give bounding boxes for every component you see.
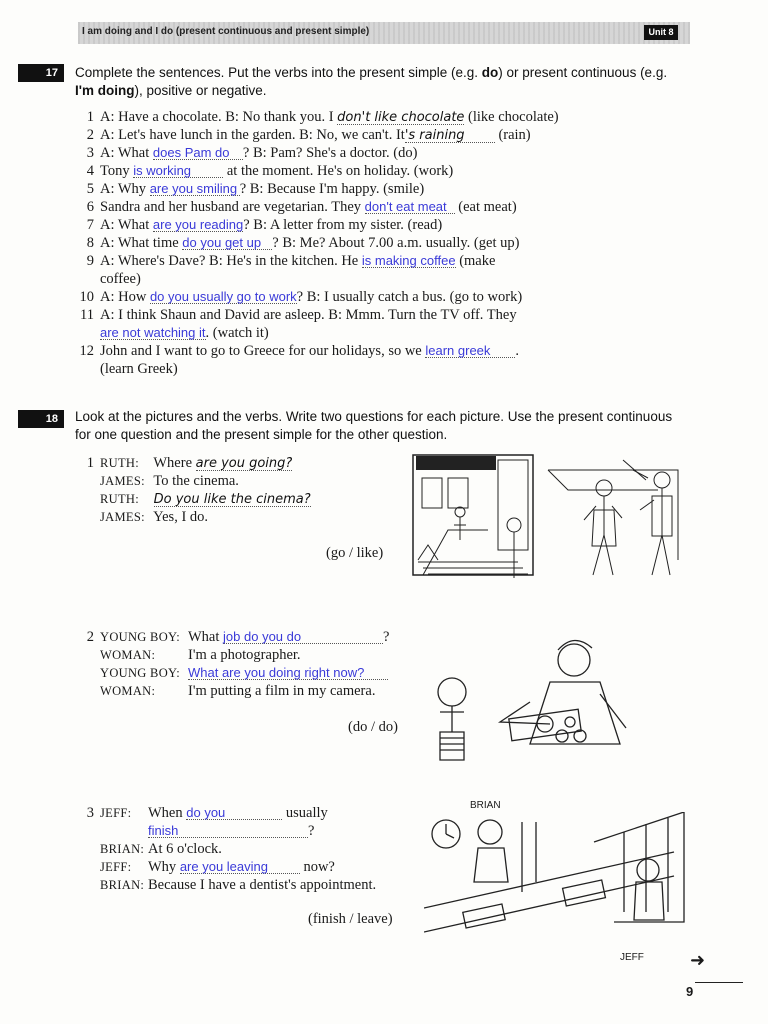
exercise-17-item: coffee) xyxy=(100,271,141,287)
answer-field[interactable]: What are you doing right now? xyxy=(188,666,388,680)
exercise-17-item: 9 A: Where's Dave? B: He's in the kitchen. He is making coffee (make xyxy=(86,253,496,269)
answer-field[interactable]: does Pam do xyxy=(153,146,243,160)
exercise-17-instructions: Complete the sentences. Put the verbs into the present simple (e.g. do) or present continuous (e.g. I'm doing), positive or negative. xyxy=(75,65,668,98)
answer-field[interactable]: are you smiling xyxy=(150,182,240,196)
header-title: I am doing and I do (present continuous and present simple) xyxy=(82,26,370,37)
brian-label: BRIAN xyxy=(470,800,501,811)
exercise-17-item: 5 A: Why are you smiling ? B: Because I'm happy. (smile) xyxy=(86,181,425,197)
exercise-17-item: 7 A: What are you reading? B: A letter from my sister. (read) xyxy=(86,217,443,233)
question-1-verbs: (go / like) xyxy=(326,545,384,561)
answer-field[interactable]: are you reading xyxy=(152,217,244,232)
question-3-verbs: (finish / leave) xyxy=(308,911,393,927)
exercise-17-item: 4 Tony is working at the moment. He's on holiday. (work) xyxy=(86,163,454,179)
answer-field[interactable]: 's raining xyxy=(405,129,495,143)
exercise-17-item: 11 A: I think Shaun and David are asleep. B: Mmm. Turn the TV off. They xyxy=(80,307,517,323)
cinema-illustration xyxy=(408,450,698,590)
jeff-label: JEFF xyxy=(620,952,644,963)
question-2: 2 YOUNG BOY: What job do you do ? WOMAN: I'm a photographer. YOUNG BOY: What are you doing right now? WOMAN: I'm putting a film in my camera. xyxy=(86,629,390,699)
exercise-17-item: 6 Sandra and her husband are vegetarian. They don't eat meat (eat meat) xyxy=(86,199,517,215)
exercise-17-item: 8 A: What time do you get up ? B: Me? About 7.00 a.m. usually. (get up) xyxy=(86,235,520,251)
exercise-17-item: 2 A: Let's have lunch in the garden. B: No, we can't. It's raining (rain) xyxy=(86,127,531,143)
answer-field[interactable]: is working xyxy=(133,164,223,178)
answer-field[interactable]: learn greek xyxy=(425,344,515,358)
answer-field[interactable]: are not watching it xyxy=(100,325,206,340)
exercise-17-item: 1 A: Have a chocolate. B: No thank you. I don't like chocolate (like chocolate) xyxy=(86,109,559,125)
question-1: 1 RUTH: Where are you going? JAMES: To the cinema. RUTH: Do you like the cinema? JAMES: Yes, I do. xyxy=(86,455,311,525)
exercise-17-items xyxy=(78,108,698,378)
answer-field[interactable]: do you get up xyxy=(182,236,272,250)
answer-field[interactable]: don't like chocolate xyxy=(337,110,465,125)
next-page-arrow-icon: ➜ xyxy=(690,950,706,971)
answer-field[interactable]: Do you like the cinema? xyxy=(153,492,311,507)
exercise-17-number: 17 xyxy=(18,64,64,82)
photographer-illustration xyxy=(430,632,700,762)
answer-field[interactable]: do you xyxy=(186,806,282,820)
answer-field[interactable]: don't eat meat xyxy=(365,200,455,214)
exercise-17-item: 12 John and I want to go to Greece for our holidays, so we learn greek . xyxy=(79,343,519,359)
answer-field[interactable]: is making coffee xyxy=(361,253,456,268)
answer-field[interactable]: job do you do xyxy=(223,630,383,644)
answer-field[interactable]: finish xyxy=(148,824,308,838)
office-illustration xyxy=(424,812,694,948)
exercise-18-number: 18 xyxy=(18,410,64,428)
page-number: 9 xyxy=(686,984,694,999)
exercise-17-item: 3 A: What does Pam do ? B: Pam? She's a doctor. (do) xyxy=(86,145,418,161)
exercise-17-item: (learn Greek) xyxy=(100,361,178,377)
exercise-17-item: 10 A: How do you usually go to work? B: I usually catch a bus. (go to work) xyxy=(79,289,523,305)
answer-field[interactable]: are you leaving xyxy=(180,860,300,874)
answer-field[interactable]: do you usually go to work xyxy=(149,289,297,304)
answer-field[interactable]: are you going? xyxy=(195,456,293,471)
exercise-18-instructions: Look at the pictures and the verbs. Write two questions for each picture. Use the present continuous for one question and the present simple for the other question. xyxy=(75,409,673,442)
question-2-verbs: (do / do) xyxy=(348,719,398,735)
unit-badge: Unit 8 xyxy=(644,25,678,40)
exercise-17-item: are not watching it. (watch it) xyxy=(100,325,269,341)
question-3: 3 JEFF: When do you usually finish ? BRIAN: At 6 o'clock. JEFF: Why are you leaving now? BRIAN: Because I have a dentist's appointment. xyxy=(86,805,377,893)
footer-rule xyxy=(695,982,743,983)
